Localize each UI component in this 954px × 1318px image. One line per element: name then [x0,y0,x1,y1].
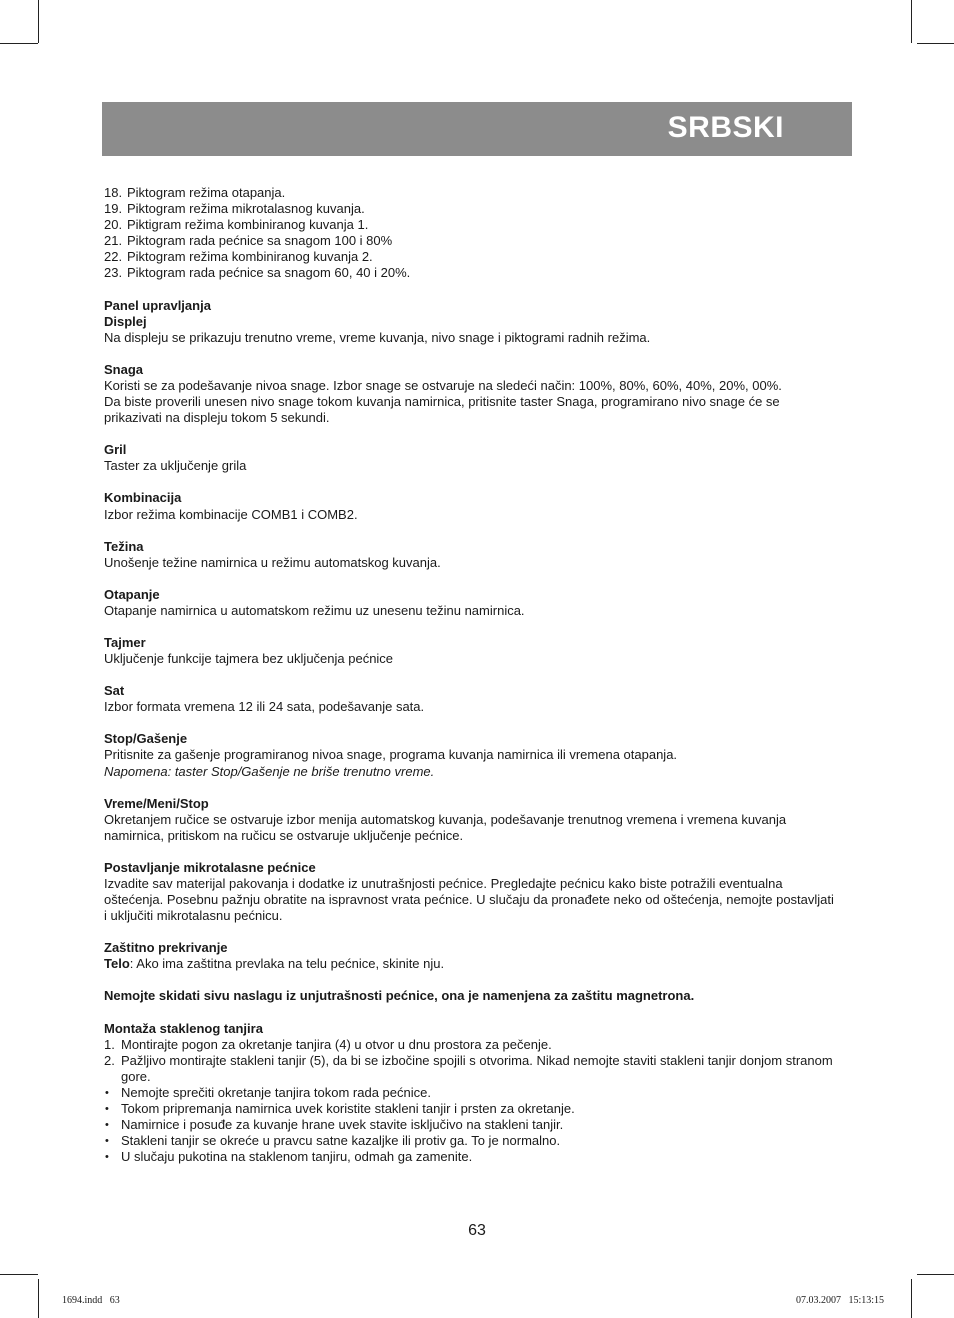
section-heading: Zaštitno prekrivanje [104,940,228,956]
section-text: Izbor režima kombinacije COMB1 i COMB2. [104,506,358,522]
section-heading: Displej [104,313,147,329]
language-banner [102,102,852,156]
page-number: 63 [468,1222,486,1239]
section-text: Telo: Ako ima zaštitna prevlaka na telu pećnice, skinite nju. [104,956,445,972]
pictogram-list [104,185,840,282]
bullet-icon: • [105,1119,109,1132]
section-text: Pritisnite za gašenje programiranog nivoa snage, programa kuvanja namirnica ili vremena otapanja. [104,747,678,763]
crop-mark [38,0,39,43]
assembly-steps [104,1037,840,1085]
section-text: Unošenje težine namirnica u režimu automatskog kuvanja. [104,554,441,570]
list-item: • Tokom pripremanja namirnica uvek koristite stakleni tanjir i prsten za okretanje. [105,1101,575,1117]
section-heading: Gril [104,442,127,458]
section-heading: Snaga [104,361,144,377]
section-text: Koristi se za podešavanje nivoa snage. Izbor snage se ostvaruje na sledeći način: 100%, 80%, 60%, 40%, 20%, 00%. [104,377,782,393]
section-text: Okretanjem ručice se ostvaruje izbor menija automatskog kuvanja, podešavanje trenutnog vremena i vremena kuvanja namirnica, pritiskom na ručicu se ostvaruje uključenje pećnice. [104,811,787,843]
bullet-list [104,1085,840,1165]
bullet-icon: • [105,1086,109,1099]
crop-mark [0,43,38,44]
list-item: 19. Piktogram režima mikrotalasnog kuvanja. [104,201,365,217]
crop-mark [0,1274,38,1275]
section-heading: Kombinacija [104,490,182,506]
section-heading: Stop/Gašenje [104,731,188,747]
file-slug: 1694.indd 63 [62,1295,120,1306]
page-content [104,185,840,1165]
section-heading: Postavljanje mikrotalasne pećnice [104,859,316,875]
note-text: Napomena: taster Stop/Gašenje ne briše trenutno vreme. [104,763,435,779]
warning-text: Nemojte skidati sivu naslagu iz unjutrašnosti pećnice, ona je namenjena za zaštitu magnetrona. [104,988,695,1004]
section-heading: Težina [104,538,144,554]
section-heading: Otapanje [104,586,160,602]
list-item: • Nemojte sprečiti okretanje tanjira tokom rada pećnice. [105,1084,431,1100]
bullet-icon: • [105,1103,109,1116]
list-item: • Namirnice i posuđe za kuvanje hrane uvek stavite isključivo na stakleni tanjir. [105,1117,564,1133]
section-heading: Sat [104,683,125,699]
section-heading: Vreme/Meni/Stop [104,795,209,811]
list-item: 2. Pažljivo montirajte stakleni tanjir (5), da bi se izbočine spojili s otvorima. Nikad nemojte staviti stakleni tanjir donjom stranom gore. [104,1052,833,1084]
list-item: 21. Piktogram rada pećnice sa snagom 100 i 80% [104,233,393,249]
bullet-icon: • [105,1135,109,1148]
crop-mark [911,1279,912,1318]
banner-title: SRBSKI [667,111,784,144]
telo-label: Telo [104,956,130,972]
list-item: 18. Piktogram režima otapanja. [104,185,286,200]
crop-mark [38,1279,39,1318]
section-text: Izvadite sav materijal pakovanja i dodatke iz unutrašnjosti pećnice. Pregledajte pećnicu kako biste potražili eventualna oštećenja. Posebnu pažnju obratite na ispravnost vrata pećnice. U slučaju da pronađete neko od oštećenja, nemojte postavljati i uključiti mikrotalasnu pećnicu. [104,876,834,924]
list-item: 22. Piktogram režima kombiniranog kuvanja 2. [104,249,373,265]
list-item: 1. Montirajte pogon za okretanje tanjira (4) u otvor u dnu prostora za pečenje. [104,1036,552,1052]
print-timestamp: 07.03.2007 15:13:15 [795,1295,884,1306]
section-text: Izbor formata vremena 12 ili 24 sata, podešavanje sata. [104,699,425,715]
section-heading: Montaža staklenog tanjira [104,1020,263,1036]
list-item: 20. Piktigram režima kombiniranog kuvanja 1. [104,217,369,233]
bullet-icon: • [105,1151,109,1164]
section-text: Otapanje namirnica u automatskom režimu uz unesenu težinu namirnica. [104,602,525,618]
list-item: • Stakleni tanjir se okreće u pravcu satne kazaljke ili protiv ga. To je normalno. [105,1133,561,1149]
list-item: 23. Piktogram rada pećnice sa snagom 60, 40 i 20%. [104,265,411,281]
crop-mark [917,43,954,44]
section-heading: Tajmer [104,634,146,650]
crop-mark [917,1274,954,1275]
section-text: Taster za uključenje grila [104,458,247,474]
list-item: • U slučaju pukotina na staklenom tanjiru, odmah ga zamenite. [105,1149,473,1165]
section-text: Na displeju se prikazuju trenutno vreme, vreme kuvanja, nivo snage i piktogrami radnih režima. [104,329,651,345]
section-heading: Panel upravljanja [104,297,211,313]
section-text: Da biste proverili unesen nivo snage tokom kuvanja namirnica, pritisnite taster Snaga, programirano nivo snage će se prikazivati na displeju tokom 5 sekundi. [104,394,780,426]
crop-mark [911,0,912,43]
section-text: Uključenje funkcije tajmera bez uključenja pećnice [104,651,394,667]
